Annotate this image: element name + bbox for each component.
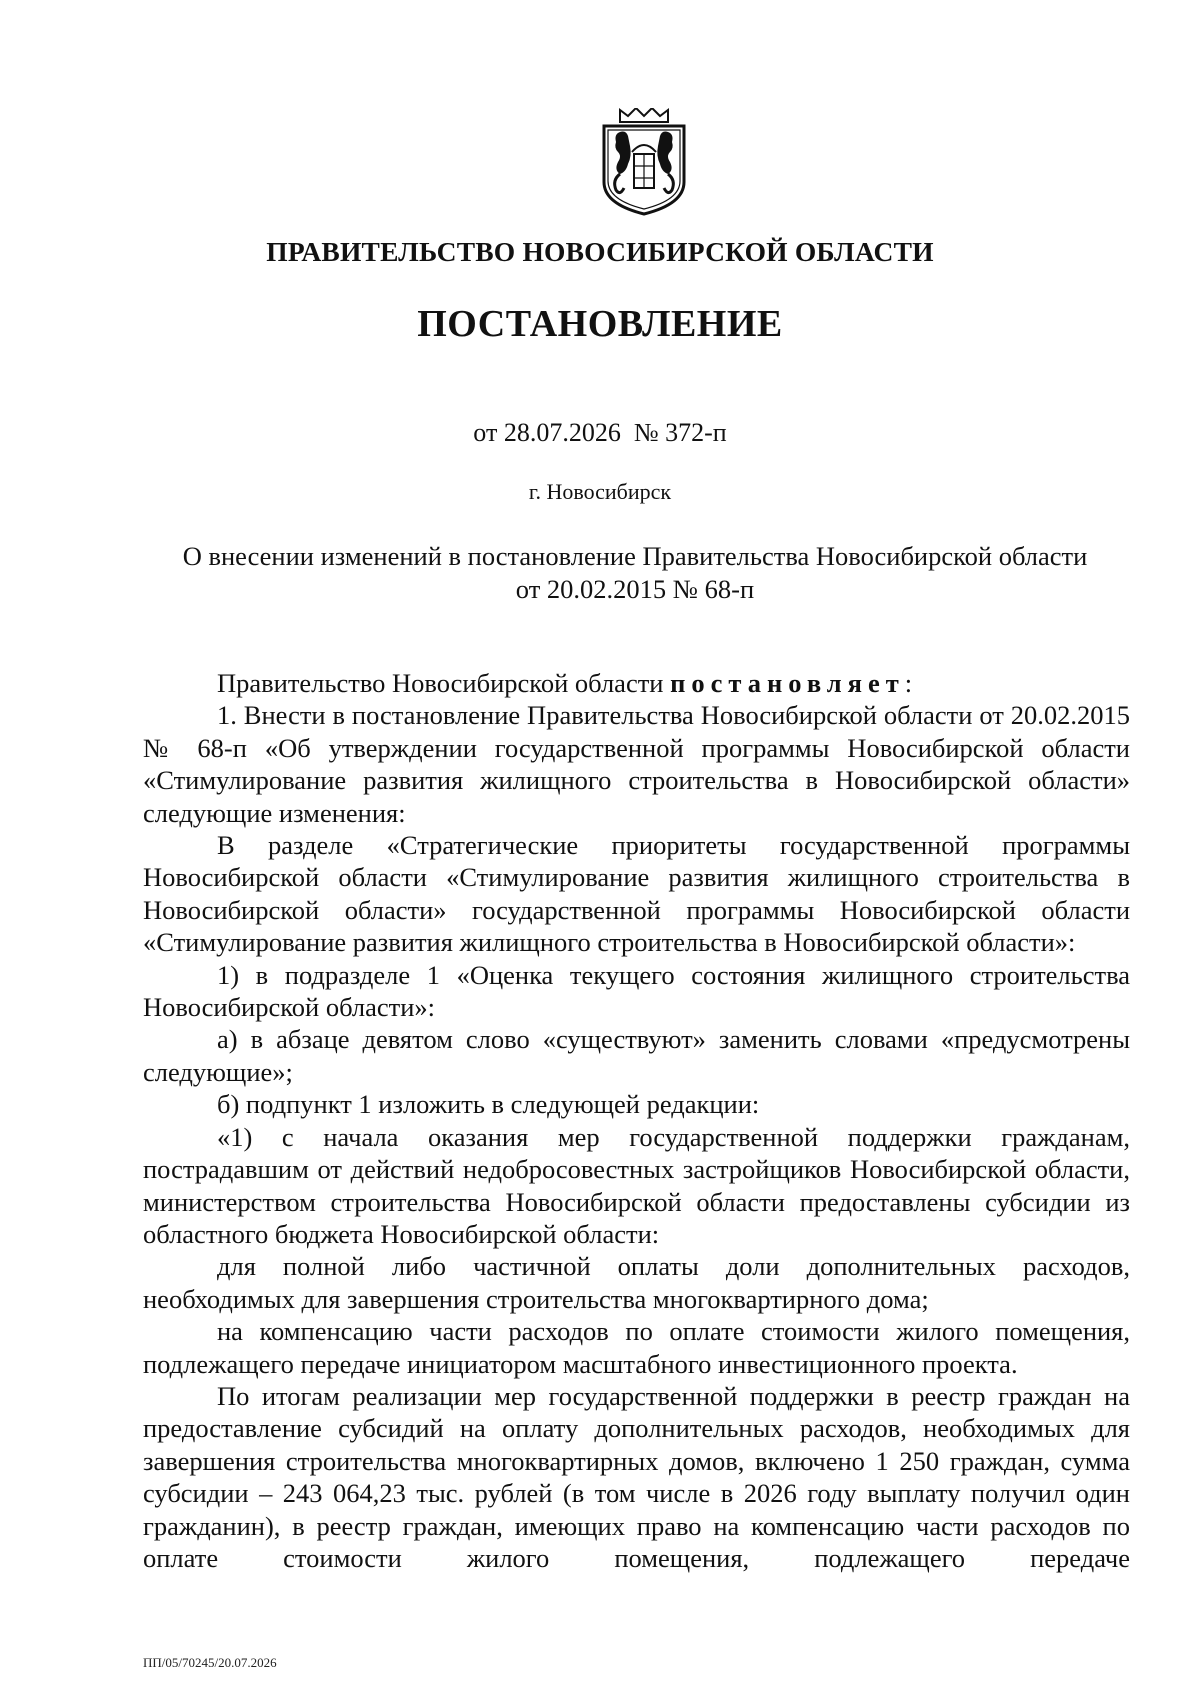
body-paragraph: на компенсацию части расходов по оплате стоимости жилого помещения, подлежащего передаче инициатором масштабного инвестиционного проекта. <box>143 1316 1130 1379</box>
preamble-paragraph <box>143 667 1130 699</box>
body-paragraph: для полной либо частичной оплаты доли дополнительных расходов, необходимых для завершения строительства многоквартирного дома; <box>143 1251 1130 1314</box>
body-paragraph: 1. Внести в постановление Правительства Новосибирской области от 20.02.2015 № 68-п «Об утверждении государственной программы Новосибирской области «Стимулирование развития жилищного строительства в Новосибирской области» следующие изменения: <box>143 700 1130 828</box>
coat-of-arms-icon <box>598 108 690 216</box>
organization-title: ПРАВИТЕЛЬСТВО НОВОСИБИРСКОЙ ОБЛАСТИ <box>266 236 934 267</box>
document-subject <box>140 540 1130 606</box>
resolves-suffix: : <box>904 668 913 698</box>
preamble-text: Правительство Новосибирской области <box>217 668 664 698</box>
document-type-title: ПОСТАНОВЛЕНИЕ <box>417 303 783 345</box>
body-paragraph: По итогам реализации мер государственной поддержки в реестр граждан на предоставление субсидий на оплату дополнительных расходов, необходимых для завершения строительства многоквартирных домов, включено 1 250 граждан, сумма субсидии – 243 064,23 тыс. рублей (в том числе в 2026 году выплату получил один гражданин), в реестр граждан, имеющих право на компенсацию части расходов по оплате стоимости жилого помещения, подлежащего передаче <box>143 1380 1130 1573</box>
date-number-line: от 28.07.2026 № 372-п <box>473 418 727 447</box>
body-paragraph: б) подпункт 1 изложить в следующей редакции: <box>217 1089 760 1120</box>
body-paragraph: а) в абзаце девятом слово «существуют» заменить словами «предусмотрены следующие»; <box>143 1024 1130 1087</box>
document-body <box>143 667 1130 1574</box>
footer-document-code: ПП/05/70245/20.07.2026 <box>143 1655 277 1670</box>
body-paragraph: 1) в подразделе 1 «Оценка текущего состояния жилищного строительства Новосибирской области»: <box>143 959 1130 1023</box>
subject-line-1: О внесении изменений в постановление Правительства Новосибирской области <box>182 541 1088 571</box>
coat-of-arms-emblem <box>598 108 690 216</box>
city-line: г. Новосибирск <box>528 479 672 504</box>
body-paragraph: В разделе «Стратегические приоритеты государственной программы Новосибирской области «Стимулирование развития жилищного строительства в Новосибирской области» государственной программы Новосибирской области «Стимулирование развития жилищного строительства в Новосибирской области»: <box>143 830 1130 958</box>
body-paragraph: «1) с начала оказания мер государственной поддержки гражданам, пострадавшим от действий недобросовестных застройщиков Новосибирской области, министерством строительства Новосибирской области предоставлены субсидии из областного бюджета Новосибирской области: <box>143 1121 1130 1249</box>
resolves-word: постановляет <box>670 668 905 698</box>
subject-line-2: от 20.02.2015 № 68-п <box>515 574 755 604</box>
